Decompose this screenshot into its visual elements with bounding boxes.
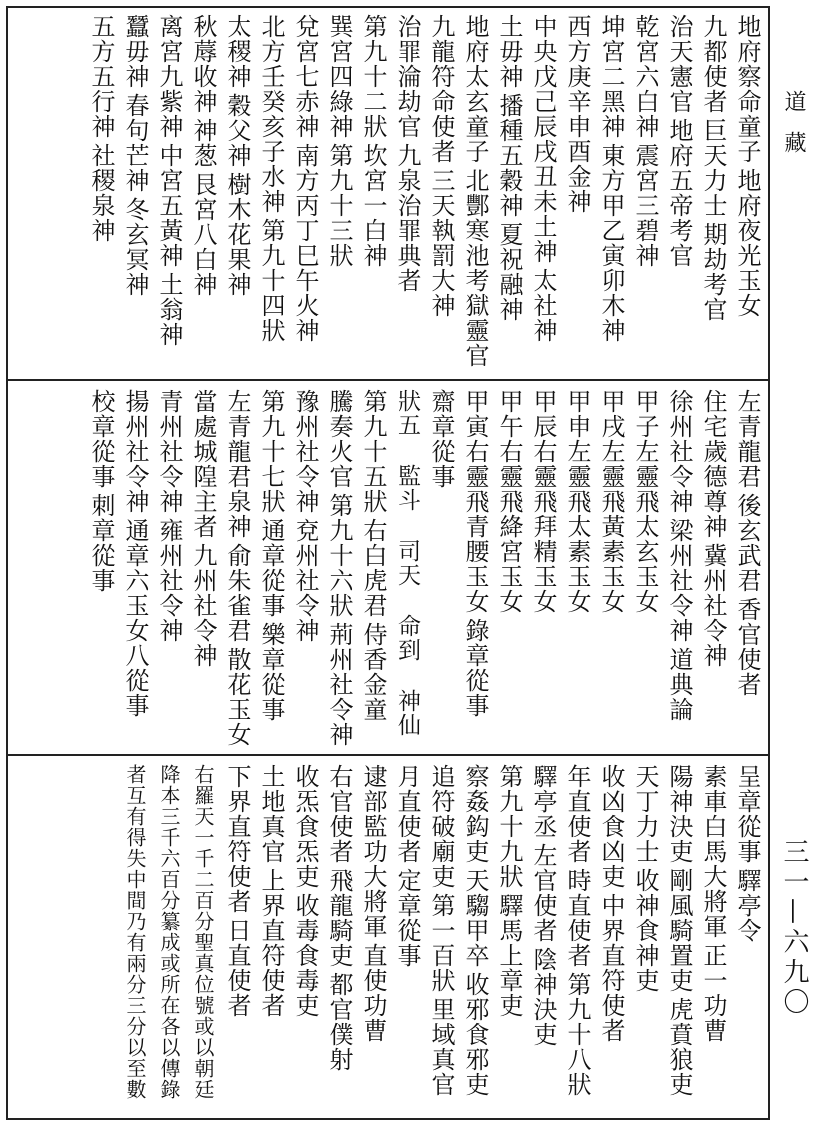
text-line: 第九十七狀 (257, 389, 285, 514)
text-line: 收神食神吏 (631, 868, 659, 993)
text-line: 乾宮六白神 (631, 14, 659, 139)
text-line: 九泉治罪典者 (393, 143, 421, 293)
text-line: 右官使者 (325, 764, 353, 864)
text-line: 社稷泉神 (87, 143, 115, 243)
text-line: 散花玉女 (223, 647, 251, 747)
text-line: 時直使者 (563, 868, 591, 968)
text-line: 播種五穀神 (495, 93, 523, 218)
text-line: 夏祝融神 (495, 222, 523, 322)
text-line: 左官使者 (529, 843, 557, 943)
text-line: 者互有得失中間乃有兩分三分以至數 (123, 764, 147, 1100)
text-line: 第九十八狀 (563, 972, 591, 1097)
text-line: 驛亭丞 (529, 764, 557, 839)
margin-label: 道 藏 (781, 90, 806, 159)
text-line: 樹木花果神 (223, 172, 251, 297)
text-line: 坤宮二黑神 (597, 14, 625, 139)
text-line: 三天執罰大神 (427, 168, 455, 318)
text-line: 震宮三碧神 (631, 143, 659, 268)
text-line: 九都使者 (699, 14, 727, 114)
text-line: 呈章從事 (733, 764, 761, 864)
text-line: 收毒食毒吏 (291, 893, 319, 1018)
text-line: 齋章從事 (427, 389, 455, 489)
text-line: 地府五帝考官 (665, 118, 693, 268)
text-line: 香官使者 (733, 597, 761, 697)
text-line: 徐州社令神 (665, 389, 693, 514)
text-line: 天丁力士 (631, 764, 659, 864)
text-line: 荊州社令神 (325, 622, 353, 747)
text-line: 地府夜光玉女 (733, 168, 761, 318)
text-line: 揚州社令神 (121, 389, 149, 514)
text-line: 狀五 監斗 司天 命到 神仙 (394, 389, 420, 737)
text-line: 驛馬上章吏 (495, 893, 523, 1018)
text-line: 豫州社令神 (291, 389, 319, 514)
text-line: 素車白馬大將軍 (699, 764, 727, 939)
text-line: 神葱 (189, 118, 217, 168)
register-divider-2 (6, 754, 770, 756)
text-line: 治天憲官 (665, 14, 693, 114)
text-line: 地府察命童子 (733, 14, 761, 164)
text-line: 察姦鈎吏 (461, 764, 489, 864)
text-line: 第九十二狀 (359, 14, 387, 139)
text-line: 左青龍君 (733, 389, 761, 489)
register-bottom (8, 758, 768, 1118)
text-line: 飛龍騎吏 (325, 868, 353, 968)
text-line: 校章從事 (87, 389, 115, 489)
text-line: 第一百狀 (427, 893, 455, 993)
text-line: 甲申左靈飛太素玉女 (563, 389, 591, 614)
text-line: 第九十四狀 (257, 218, 285, 343)
text-line: 通章六玉女八從事 (121, 518, 149, 718)
text-line: 中央戊己辰戌丑未土神 (529, 14, 557, 264)
text-line: 左青龍君泉神 (223, 389, 251, 539)
text-line: 地府太玄童子 (461, 14, 489, 164)
text-line: 土地真官 (257, 764, 285, 864)
text-line: 九龍符命使者 (427, 14, 455, 164)
text-line: 北酆寒池考獄靈官 (461, 168, 489, 368)
text-line: 右羅天一千二百分聖真位號或以朝廷 (191, 764, 215, 1100)
text-line: 住宅歲德尊神 (699, 389, 727, 539)
text-line: 里域真官 (427, 997, 455, 1097)
text-line: 青州社令神 (155, 389, 183, 514)
text-line: 巽宮四綠神 (325, 14, 353, 139)
text-line: 中界直符使者 (597, 893, 625, 1043)
text-line: 年直使者 (563, 764, 591, 864)
text-line: 蠶毋神 (121, 14, 149, 89)
text-line: 兌宮七赤神 (291, 14, 319, 139)
text-line: 第九十五狀 (359, 389, 387, 514)
register-top (8, 8, 768, 378)
text-line: 通章從事 (257, 518, 285, 618)
text-line: 收邪食邪吏 (461, 972, 489, 1097)
text-line: 春句芒神 (121, 93, 149, 193)
text-line: 逮部監功大將軍 (359, 764, 387, 939)
text-line: 侍香金童 (359, 622, 387, 722)
text-line: 北方壬癸亥子水神 (257, 14, 285, 214)
text-line: 兗州社令神 (291, 518, 319, 643)
text-line: 樂章從事 (257, 622, 285, 722)
text-line: 天騶甲卒 (461, 868, 489, 968)
page-number: 三一—六九〇 (779, 838, 809, 1018)
text-line: 梁州社令神 (665, 518, 693, 643)
text-line: 日直使者 (223, 918, 251, 1018)
text-line: 甲寅右靈飛青腰玉女 (461, 389, 489, 614)
text-line: 正一功曹 (699, 943, 727, 1043)
text-line: 騰奏火官 (325, 389, 353, 489)
text-line: 巨天力士 (699, 118, 727, 218)
text-line: 离宮九紫神 (155, 14, 183, 139)
text-line: 道典論 (665, 647, 693, 722)
text-line: 期劫考官 (699, 222, 727, 322)
text-line: 都官僕射 (325, 972, 353, 1072)
text-line: 甲辰右靈飛拜精玉女 (529, 389, 557, 614)
text-line: 第九十九狀 (495, 764, 523, 889)
text-line: 中宮五黃神 (155, 143, 183, 268)
text-line: 後玄武君 (733, 493, 761, 593)
text-line: 虎賁狼吏 (665, 997, 693, 1097)
text-line: 收凶食凶吏 (597, 764, 625, 889)
text-line: 上界直符使者 (257, 868, 285, 1018)
text-line: 太稷神 (223, 14, 251, 89)
text-line: 定章從事 (393, 868, 421, 968)
text-line: 東方甲乙寅卯木神 (597, 143, 625, 343)
text-line: 剛風騎置吏 (665, 868, 693, 993)
text-line: 月直使者 (393, 764, 421, 864)
text-line: 當處城隍主者 (189, 389, 217, 539)
text-line: 秋蓐收神 (189, 14, 217, 114)
text-line: 穀父神 (223, 93, 251, 168)
text-line: 九州社令神 (189, 543, 217, 668)
text-line: 治罪淪劫官 (393, 14, 421, 139)
text-line: 陰神決吏 (529, 947, 557, 1047)
text-line: 錄章從事 (461, 618, 489, 718)
text-line: 俞朱雀君 (223, 543, 251, 643)
text-line: 太社神 (529, 268, 557, 343)
text-line: 右白虎君 (359, 518, 387, 618)
text-line: 降本三千六百分纂成或所在各以傳錄 (157, 764, 181, 1100)
text-line: 土毋神 (495, 14, 523, 89)
text-line: 坎宮一白神 (359, 143, 387, 268)
text-line: 艮宮八白神 (189, 172, 217, 297)
text-line: 南方丙丁巳午火神 (291, 143, 319, 343)
text-line: 陽神決吏 (665, 764, 693, 864)
text-line: 甲午右靈飛絳宮玉女 (495, 389, 523, 614)
text-line: 西方庚辛申酉金神 (563, 14, 591, 214)
text-line: 冀州社令神 (699, 543, 727, 668)
text-line: 雍州社令神 (155, 518, 183, 643)
text-line: 冬玄冥神 (121, 197, 149, 297)
text-line: 直使功曹 (359, 943, 387, 1043)
register-divider-1 (6, 379, 770, 381)
text-line: 驛亭令 (733, 868, 761, 943)
text-line: 追符破廟吏 (427, 764, 455, 889)
text-line: 甲戌左靈飛黃素玉女 (597, 389, 625, 614)
register-middle (8, 383, 768, 753)
text-line: 第九十三狀 (325, 143, 353, 268)
text-line: 刺章從事 (87, 493, 115, 593)
text-line: 下界直符使者 (223, 764, 251, 914)
text-line: 五方五行神 (87, 14, 115, 139)
text-line: 收炁食炁吏 (291, 764, 319, 889)
text-line: 土翁神 (155, 272, 183, 347)
text-line: 第九十六狀 (325, 493, 353, 618)
text-line: 甲子左靈飛太玄玉女 (631, 389, 659, 614)
